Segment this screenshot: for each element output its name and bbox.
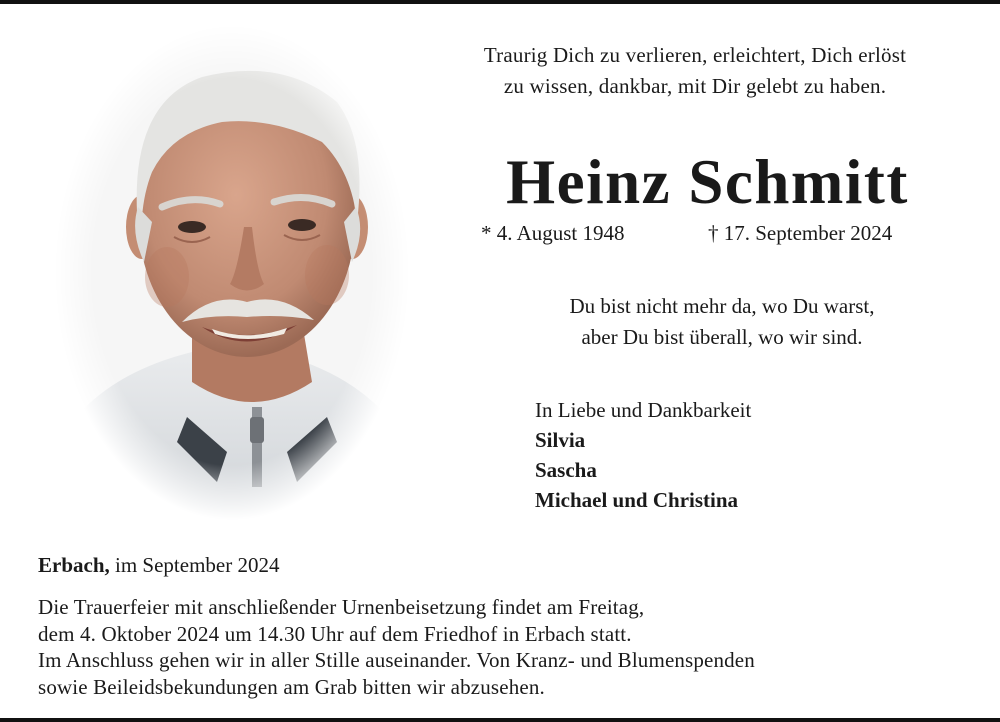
mourners-intro: In Liebe und Dankbarkeit (535, 398, 752, 422)
funeral-notice (38, 594, 978, 700)
mourners-block (535, 395, 751, 515)
deceased-name: Heinz Schmitt (506, 147, 909, 217)
notice-line: sowie Beileidsbekundungen am Grab bitten wir abzusehen. (38, 674, 545, 699)
notice-line: Die Trauerfeier mit anschließender Urnenbeisetzung findet am Freitag, (38, 595, 645, 619)
place-date: im September 2024 (109, 553, 280, 577)
death-date: † 17. September 2024 (708, 221, 893, 245)
birth-date: * 4. August 1948 (481, 221, 625, 245)
place-name: Erbach, (38, 553, 110, 577)
notice-line: Im Anschluss gehen wir in aller Stille auseinander. Von Kranz- und Blumenspenden (38, 648, 755, 672)
notice-line: dem 4. Oktober 2024 um 14.30 Uhr auf dem Friedhof in Erbach statt. (38, 621, 632, 646)
mourner-name: Sascha (535, 458, 597, 482)
portrait-illustration (52, 22, 412, 522)
memorial-quote-line: Du bist nicht mehr da, wo Du warst, (569, 294, 875, 318)
opening-quote (430, 40, 960, 102)
opening-quote-line: Traurig Dich zu verlieren, erleichtert, Dich erlöst (483, 43, 907, 67)
memorial-quote-line: aber Du bist überall, wo wir sind. (581, 325, 863, 349)
place-date-line (38, 550, 280, 580)
mourner-name: Silvia (535, 428, 586, 452)
opening-quote-line: zu wissen, dankbar, mit Dir gelebt zu haben. (503, 74, 887, 98)
memorial-quote (452, 291, 992, 353)
portrait-photo (52, 22, 412, 522)
mourner-name: Michael und Christina (535, 488, 739, 512)
